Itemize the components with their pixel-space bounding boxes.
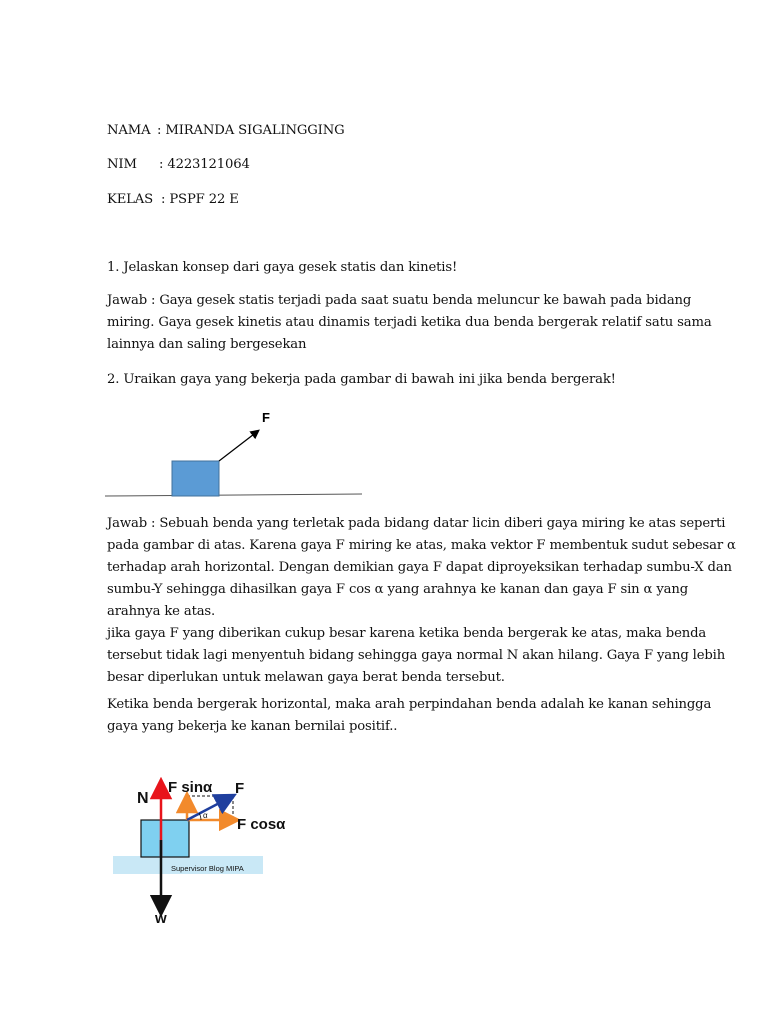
watermark-text: Supervisor Blog MIPA — [171, 864, 244, 873]
force-label: F — [262, 410, 270, 425]
answer-2c — [107, 694, 712, 738]
answer-2c-line: Ketika benda bergerak horizontal, maka arah perpindahan benda adalah ke kanan sehingga — [107, 697, 712, 712]
block-force-figure — [100, 400, 370, 505]
box — [141, 820, 189, 857]
answer-1-line: Jawab : Gaya gesek statis terjadi pada saat suatu benda meluncur ke bawah pada bidang — [107, 293, 692, 308]
answer-2b — [107, 623, 726, 689]
answer-2a-line: sumbu-Y sehingga dihasilkan gaya F cos α yang arahnya ke kanan dan gaya F sin α yang — [107, 582, 689, 597]
force-components-figure — [105, 768, 305, 928]
f-sin-label: F sinα — [168, 779, 213, 796]
answer-1-line: lainnya dan saling bergesekan — [107, 337, 307, 352]
answer-2b-line: besar diperlukan untuk melawan gaya berat benda tersebut. — [107, 670, 505, 685]
block — [172, 461, 219, 496]
question-1: 1. Jelaskan konsep dari gaya gesek statis dan kinetis! — [107, 260, 458, 275]
f-cos-label: F cosα — [237, 816, 286, 833]
answer-2a-line: arahnya ke atas. — [107, 604, 216, 619]
answer-2a-line: terhadap arah horizontal. Dengan demikian gaya F dapat diproyeksikan terhadap sumbu-X dan — [107, 560, 732, 575]
f-label: F — [235, 780, 245, 797]
answer-2c-line: gaya yang bekerja ke kanan bernilai positif.. — [107, 719, 398, 734]
nama-label: NAMA — [107, 123, 151, 138]
answer-2b-line: tersebut tidak lagi menyentuh bidang sehingga gaya normal N akan hilang. Gaya F yang lebih — [107, 648, 726, 663]
w-label: w — [155, 910, 167, 927]
answer-1 — [107, 290, 712, 356]
answer-2b-line: jika gaya F yang diberikan cukup besar karena ketika benda bergerak ke atas, maka benda — [107, 626, 707, 641]
answer-1-line: miring. Gaya gesek kinetis atau dinamis terjadi ketika dua benda bergerak relatif satu sama — [107, 315, 712, 330]
ground-line — [105, 494, 362, 496]
kelas-label: KELAS — [107, 192, 154, 207]
n-label: N — [137, 790, 149, 807]
kelas-value: : PSPF 22 E — [161, 192, 239, 207]
nim-value: : 4223121064 — [159, 157, 250, 172]
nama-value: : MIRANDA SIGALINGGING — [157, 123, 345, 138]
answer-2a-line: pada gambar di atas. Karena gaya F miring ke atas, maka vektor F membentuk sudut sebesar α — [107, 538, 736, 553]
answer-2a-line: Jawab : Sebuah benda yang terletak pada bidang datar licin diberi gaya miring ke atas seperti — [107, 516, 726, 531]
nim-label: NIM — [107, 157, 137, 172]
force-arrow — [219, 431, 258, 461]
answer-2a — [107, 513, 736, 623]
question-2: 2. Uraikan gaya yang bekerja pada gambar di bawah ini jika benda bergerak! — [107, 372, 616, 387]
alpha-label: α — [203, 811, 208, 820]
